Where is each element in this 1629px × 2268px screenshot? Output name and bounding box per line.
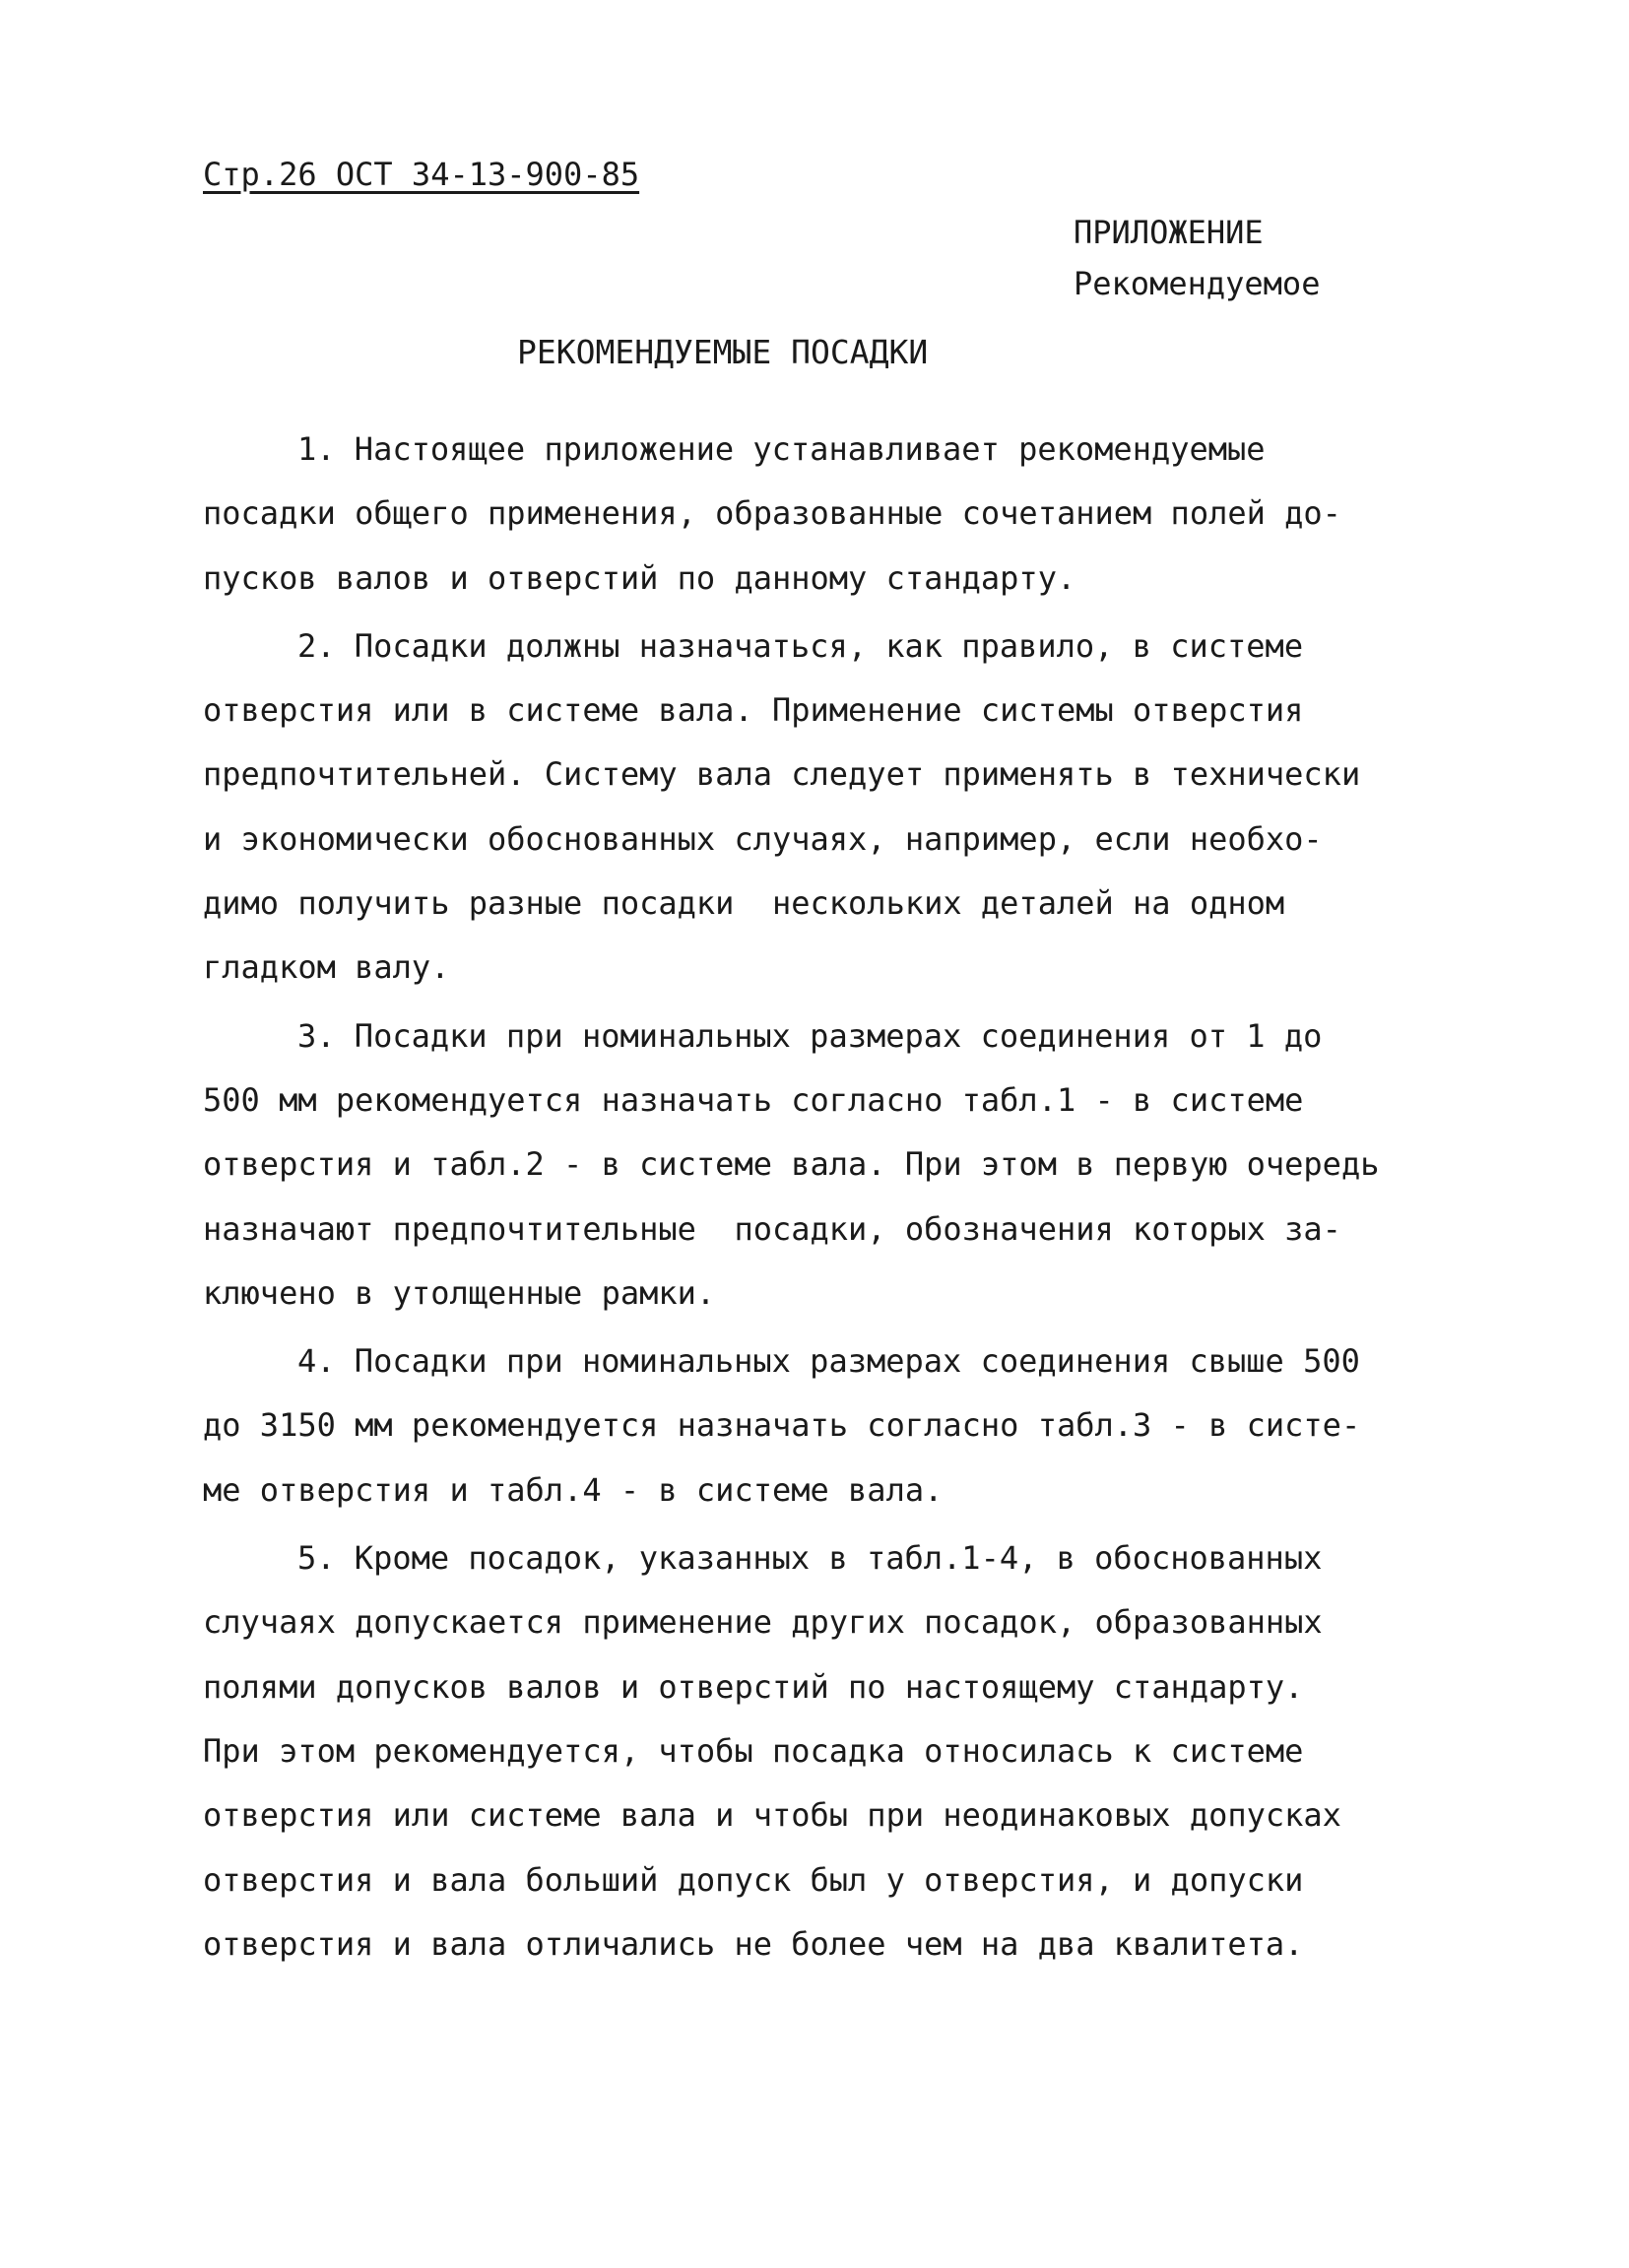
paragraph-line: 1. Настоящее приложение устанавливает рекомендуемые [297,430,1266,468]
paragraph-2 [203,615,1483,1001]
paragraph-line: 3. Посадки при номинальных размерах соединения от 1 до [297,1016,1323,1055]
paragraph-line: отверстия и вала отличались не более чем на два квалитета. [203,1924,1304,1963]
document-body [203,418,1483,1980]
paragraph-line: 5. Кроме посадок, указанных в табл.1-4, в обоснованных [297,1539,1323,1578]
paragraph-line: до 3150 мм рекомендуется назначать согласно табл.3 - в систе- [203,1406,1361,1445]
appendix-status: Рекомендуемое [1074,265,1321,302]
paragraph-line: отверстия или в системе вала. Применение системы отверстия [203,691,1304,730]
paragraph-4 [203,1329,1483,1523]
appendix-block [1074,207,1320,309]
paragraph-line: ме отверстия и табл.4 - в системе вала. [203,1470,944,1509]
paragraph-line: посадки общего применения, образованные сочетанием полей до- [203,494,1341,533]
paragraph-line: отверстия и вала больший допуск был у отверстия, и допуски [203,1860,1304,1899]
paragraph-line: димо получить разные посадки нескольких деталей на одном [203,884,1285,923]
paragraph-line: ключено в утолщенные рамки. [203,1273,716,1312]
paragraph-5 [203,1526,1483,1976]
paragraph-line: полями допусков валов и отверстий по настоящему стандарту. [203,1667,1304,1706]
paragraph-line: гладком валу. [203,948,450,987]
paragraph-line: случаях допускается применение других посадок, образованных [203,1603,1323,1642]
document-title: РЕКОМЕНДУЕМЫЕ ПОСАДКИ [517,333,929,371]
page-reference-header: Стр.26 ОСТ 34-13-900-85 [203,156,640,193]
paragraph-line: назначают предпочтительные посадки, обозначения которых за- [203,1209,1341,1248]
paragraph-1 [203,418,1483,611]
paragraph-line: предпочтительней. Систему вала следует применять в технически [203,755,1361,794]
paragraph-line: 500 мм рекомендуется назначать согласно табл.1 - в системе [203,1080,1304,1119]
paragraph-line: 4. Посадки при номинальных размерах соединения свыше 500 [297,1342,1360,1381]
paragraph-line: пусков валов и отверстий по данному стандарту. [203,558,1076,597]
paragraph-line: отверстия и табл.2 - в системе вала. При этом в первую очередь [203,1145,1380,1184]
paragraph-line: отверстия или системе вала и чтобы при неодинаковых допусках [203,1796,1341,1835]
appendix-label: ПРИЛОЖЕНИЕ [1074,214,1264,251]
paragraph-3 [203,1004,1483,1326]
paragraph-line: 2. Посадки должны назначаться, как правило, в системе [297,626,1304,665]
paragraph-line: и экономически обоснованных случаях, например, если необхо- [203,819,1323,858]
paragraph-line: При этом рекомендуется, чтобы посадка относилась к системе [203,1731,1304,1770]
